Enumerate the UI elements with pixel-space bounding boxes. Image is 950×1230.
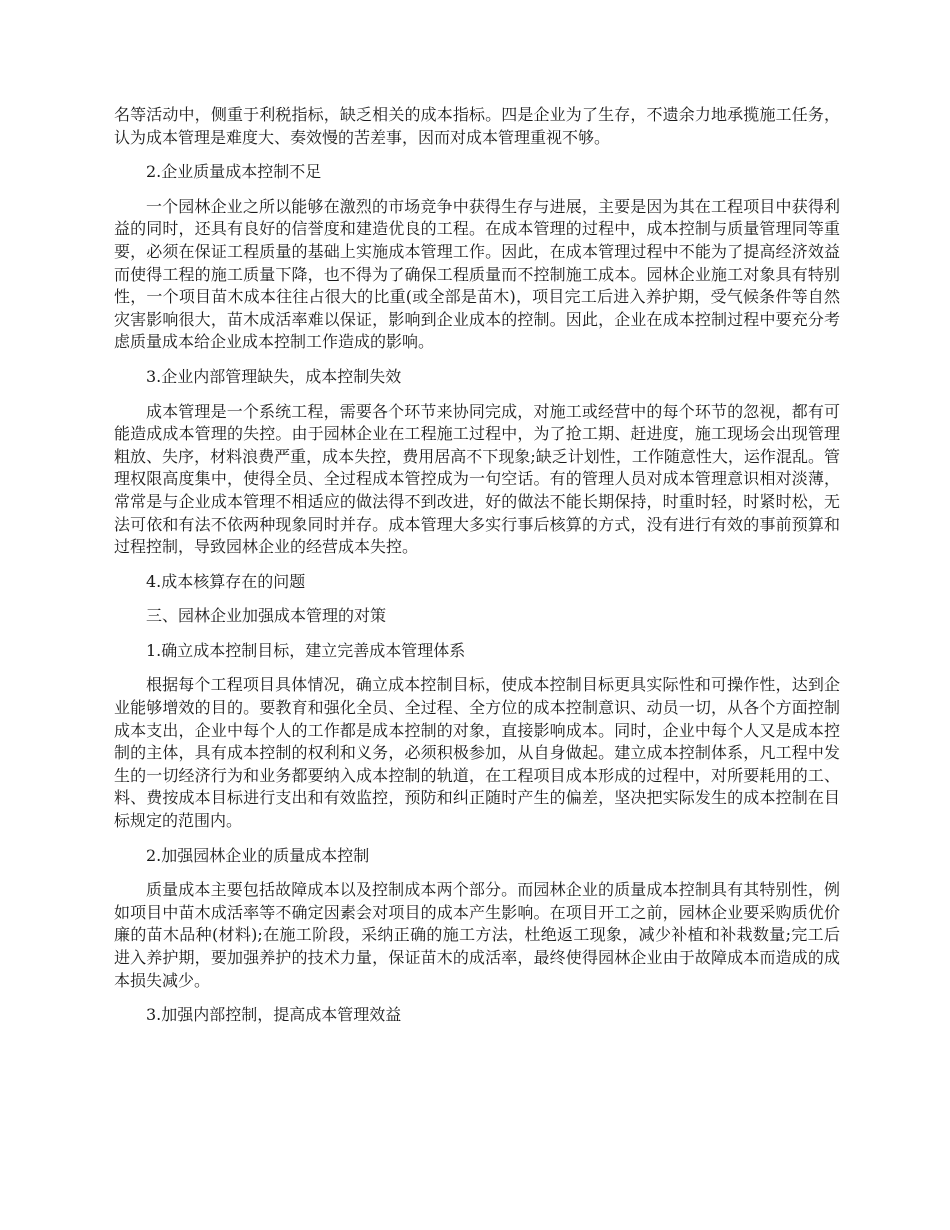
section-heading: 4.成本核算存在的问题 bbox=[146, 571, 306, 591]
section-heading: 2.加强园林企业的质量成本控制 bbox=[146, 845, 370, 865]
section-heading: 2.企业质量成本控制不足 bbox=[146, 162, 322, 182]
paragraph: 一个园林企业之所以能够在激烈的市场竞争中获得生存与进展，主要是因为其在工程项目中获得利益的同时，还具有良好的信誉度和建造优良的工程。在成本管理的过程中，成本控制与质量管理同等重要，必须在保证工程质量的基础上实施成本管理工作。因此，在成本管理过程中不能为了提高经济效益而使得工程的施工质量下降，也不得为了确保工程质量而不控制施工成本。园林企业施工对象具有特别性，一个项目苗木成本往往占很大的比重(或全部是苗木)，项目完工后进入养护期，受气候条件等自然灾害影响很大，苗木成活率难以保证，影响到企业成本的控制。因此，企业在成本控制过程中要充分考虑质量成本给企业成本控制工作造成的影响。 bbox=[114, 196, 840, 352]
section-heading: 1.确立成本控制目标，建立完善成本管理体系 bbox=[146, 640, 466, 660]
paragraph-continued: 名等活动中，侧重于利税指标，缺乏相关的成本指标。四是企业为了生存，不遗余力地承揽施工任务，认为成本管理是难度大、奏效慢的苦差事，因而对成本管理重视不够。 bbox=[114, 105, 840, 147]
paragraph: 根据每个工程项目具体情况，确立成本控制目标，使成本控制目标更具实际性和可操作性，达到企业能够增效的目的。要教育和强化全员、全过程、全方位的成本控制意识、动员一切，从各个方面控制成本支出，企业中每个人的工作都是成本控制的对象，直接影响成本。同时，企业中每个人又是成本控制的主体，具有成本控制的权利和义务，必须积极参加，从自身做起。建立成本控制体系，凡工程中发生的一切经济行为和业务都要纳入成本控制的轨道，在工程项目成本形成的过程中，对所要耗用的工、料、费按成本目标进行支出和有效监控，预防和纠正随时产生的偏差，坚决把实际发生的成本控制在目标规定的范围内。 bbox=[114, 675, 840, 831]
section-heading: 3.企业内部管理缺失，成本控制失效 bbox=[146, 366, 402, 386]
chapter-heading: 三、园林企业加强成本管理的对策 bbox=[146, 606, 387, 626]
paragraph: 成本管理是一个系统工程，需要各个环节来协同完成，对施工或经营中的每个环节的忽视，都有可能造成成本管理的失控。由于园林企业在工程施工过程中，为了抢工期、赶进度，施工现场会出现管理粗放、失序，材料浪费严重，成本失控，费用居高不下现象;缺乏计划性，工作随意性大，运作混乱。管理权限高度集中，使得全员、全过程成本管控成为一句空话。有的管理人员对成本管理意识相对淡薄，常常是与企业成本管理不相适应的做法得不到改进，好的做法不能长期保持，时重时轻，时紧时松，无法可依和有法不依两种现象同时并存。成本管理大多实行事后核算的方式，没有进行有效的事前预算和过程控制，导致园林企业的经营成本失控。 bbox=[114, 401, 840, 557]
section-heading: 3.加强内部控制，提高成本管理效益 bbox=[146, 1005, 402, 1025]
paragraph: 质量成本主要包括故障成本以及控制成本两个部分。而园林企业的质量成本控制具有其特别性，例如项目中苗木成活率等不确定因素会对项目的成本产生影响。在项目开工之前，园林企业要采购质优价廉的苗木品种(材料);在施工阶段，采纳正确的施工方法，杜绝返工现象，减少补植和补栽数量;完工后进入养护期，要加强养护的技术力量，保证苗木的成活率，最终使得园林企业由于故障成本而造成的成本损失减少。 bbox=[114, 880, 840, 990]
document-body bbox=[114, 104, 840, 1039]
